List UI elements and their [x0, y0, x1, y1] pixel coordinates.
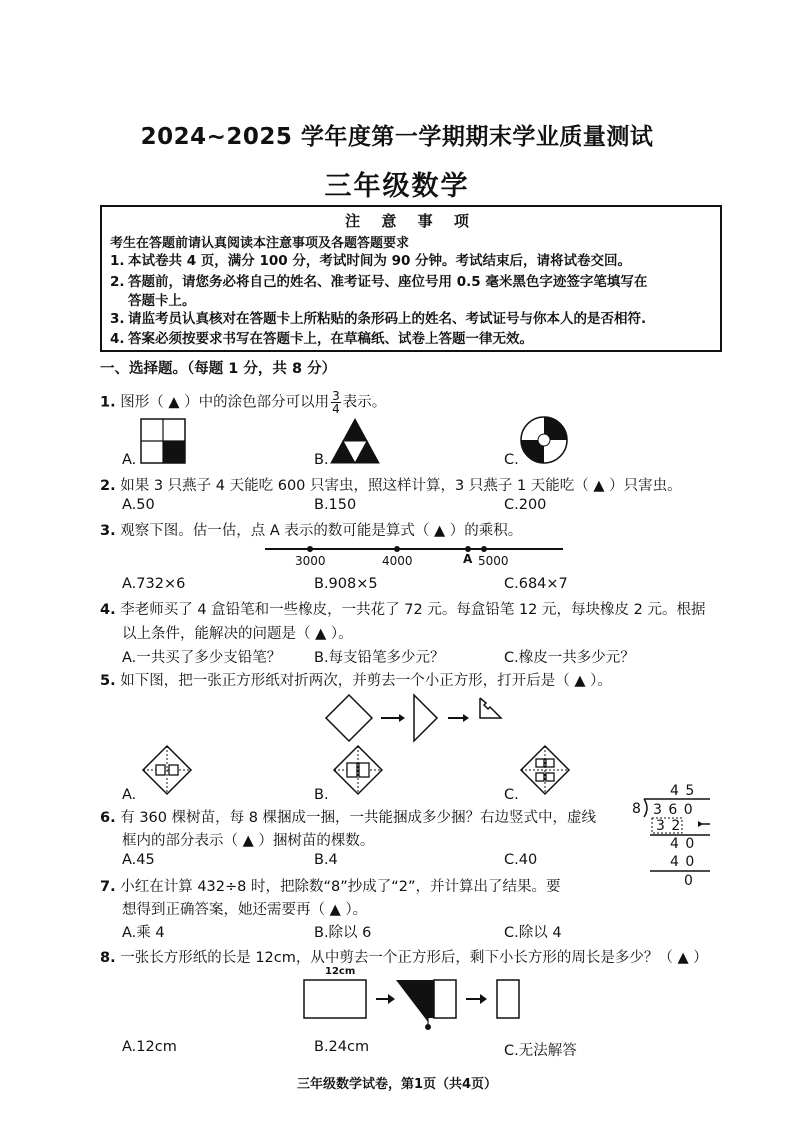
tick-dot — [481, 546, 487, 552]
question-text: 如下图，把一张正方形纸对折两次，并剪去一个小正方形，打开后是（ ▲ ）。 — [120, 673, 612, 689]
q3-option-a: A.732×6 — [122, 576, 186, 592]
q1-option-c: C. — [504, 452, 519, 468]
q1-figure-a — [140, 418, 186, 464]
exam-title: 2024~2025 学年度第一学期期末学业质量测试 — [140, 124, 654, 150]
fraction — [331, 390, 341, 415]
notice-intro: 考生在答题前请认真阅读本注意事项及各题答题要求 — [110, 236, 410, 251]
division-divisor: 8 — [632, 801, 641, 817]
division-lines — [640, 799, 715, 874]
question-7-cont: 想得到正确答案，她还需要再（ ▲ ）。 — [122, 902, 368, 918]
q2-option-c: C.200 — [504, 497, 547, 513]
division-step2: 4 0 — [670, 836, 696, 852]
exam-subject: 三年级数学 — [324, 171, 470, 202]
notice-item-3 — [110, 310, 646, 329]
notice-title: 注 意 事 项 — [345, 212, 477, 230]
q1-option-b: B. — [314, 452, 329, 468]
q5-option-b: B. — [314, 787, 329, 803]
q3-option-b: B.908×5 — [314, 576, 378, 592]
q7-option-b: B.除以 6 — [314, 925, 372, 941]
question-text: 有 360 棵树苗，每 8 棵捆成一捆，一共能捆成多少捆？右边竖式中，虚线 — [120, 810, 597, 826]
q2-option-b: B.150 — [314, 497, 357, 513]
q4-option-a: A.一共买了多少支铅笔？ — [122, 650, 282, 666]
tick-label: 4000 — [382, 554, 413, 568]
q5-option-c: C. — [504, 787, 519, 803]
q1-option-a: A. — [122, 452, 137, 468]
q8-option-b: B.24cm — [314, 1039, 370, 1055]
question-text: 小红在计算 432÷8 时，把除数“8”抄成了“2”，并计算出了结果。要 — [120, 879, 561, 895]
question-6-cont: 框内的部分表示（ ▲ ）捆树苗的棵数。 — [122, 833, 375, 849]
division-quotient: 4 5 — [670, 783, 696, 799]
question-3 — [100, 519, 522, 540]
notice-item-text-cont: 答题卡上。 — [128, 293, 196, 309]
question-7 — [100, 875, 560, 896]
q1-figure-b — [330, 418, 380, 464]
page-footer: 三年级数学试卷，第1页（共4页） — [296, 1077, 498, 1092]
q5-figure-c — [520, 745, 570, 795]
notice-item-number: 2. — [110, 274, 125, 290]
question-2 — [100, 474, 682, 495]
q8-option-c: C.无法解答 — [504, 1043, 577, 1059]
question-text: 如果 3 只燕子 4 天能吃 600 只害虫，照这样计算，3 只燕子 1 天能吃（ ▲ ）只害虫。 — [120, 478, 682, 494]
q1-figure-c — [520, 416, 568, 464]
question-5 — [100, 669, 612, 690]
q5-option-a: A. — [122, 787, 137, 803]
question-number: 3. — [100, 523, 116, 539]
tick-label: 3000 — [295, 554, 326, 568]
question-text: 表示。 — [342, 394, 387, 411]
question-8 — [100, 946, 708, 967]
q6-option-a: A.45 — [122, 852, 155, 868]
fraction-denominator: 4 — [332, 402, 340, 416]
q7-option-a: A.乘 4 — [122, 925, 165, 941]
q4-option-c: C.橡皮一共多少元？ — [504, 650, 635, 666]
q8-figure-label: 12cm — [325, 966, 356, 977]
q6-option-b: B.4 — [314, 852, 338, 868]
question-number: 4. — [100, 602, 116, 618]
division-dividend: 3 6 0 — [653, 802, 694, 818]
notice-item-text: 答案必须按要求书写在答题卡上，在草稿纸、试卷上答题一律无效。 — [128, 331, 533, 347]
q7-option-c: C.除以 4 — [504, 925, 562, 941]
question-text: 观察下图。估一估，点 A 表示的数可能是算式（ ▲ ）的乘积。 — [120, 523, 523, 539]
question-number: 8. — [100, 950, 116, 966]
tick-dot — [307, 546, 313, 552]
q5-figure-b — [333, 745, 383, 795]
fraction-numerator: 3 — [332, 389, 340, 403]
q2-option-a: A.50 — [122, 497, 155, 513]
tick-label: 5000 — [478, 554, 509, 568]
question-text: 图形（ ▲ ）中的涂色部分可以用 — [120, 394, 330, 411]
question-number: 5. — [100, 673, 116, 689]
q3-option-c: C.684×7 — [504, 576, 568, 592]
division-remainder: 0 — [684, 873, 693, 889]
question-1 — [100, 390, 386, 415]
notice-item-number: 1. — [110, 253, 125, 269]
tick-dot — [394, 546, 400, 552]
q8-option-a: A.12cm — [122, 1039, 177, 1055]
notice-item-1 — [110, 252, 631, 271]
notice-item-2 — [110, 273, 647, 311]
question-4 — [100, 598, 705, 619]
notice-box — [100, 205, 722, 352]
point-label: A — [463, 552, 473, 566]
question-6 — [100, 806, 596, 827]
notice-item-text: 请监考员认真核对在答题卡上所粘贴的条形码上的姓名、考试证号与你本人的是否相符. — [128, 311, 647, 327]
q5-fold-figure — [325, 694, 515, 742]
q5-figure-a — [142, 745, 192, 795]
division-step1: 3 2 — [656, 818, 682, 834]
q8-cut-figure — [300, 978, 530, 1033]
notice-item-text: 本试卷共 4 页，满分 100 分，考试时间为 90 分钟。考试结束后，请将试卷交回。 — [128, 253, 632, 269]
section-heading: 一、选择题。（每题 1 分，共 8 分） — [100, 361, 337, 377]
question-number: 2. — [100, 478, 116, 494]
q4-option-b: B.每支铅笔多少元？ — [314, 650, 445, 666]
question-text: 李老师买了 4 盒铅笔和一些橡皮，一共花了 72 元。每盒铅笔 12 元，每块橡皮 2 元。根据 — [120, 602, 706, 618]
question-4-cont: 以上条件，能解决的问题是（ ▲ ）。 — [122, 626, 353, 642]
question-number: 7. — [100, 879, 116, 895]
notice-item-4 — [110, 330, 533, 349]
question-number: 6. — [100, 810, 116, 826]
question-number: 1. — [100, 394, 116, 411]
q6-option-c: C.40 — [504, 852, 538, 868]
question-text: 一张长方形纸的长是 12cm，从中剪去一个正方形后，剩下小长方形的周长是多少？（ ▲ ） — [120, 950, 708, 966]
notice-item-text: 答题前，请您务必将自己的姓名、准考证号、座位号用 0.5 毫米黑色字迹签字笔填写在 — [128, 274, 648, 290]
division-step3: 4 0 — [670, 854, 696, 870]
notice-item-number: 3. — [110, 311, 125, 327]
notice-item-number: 4. — [110, 331, 125, 347]
